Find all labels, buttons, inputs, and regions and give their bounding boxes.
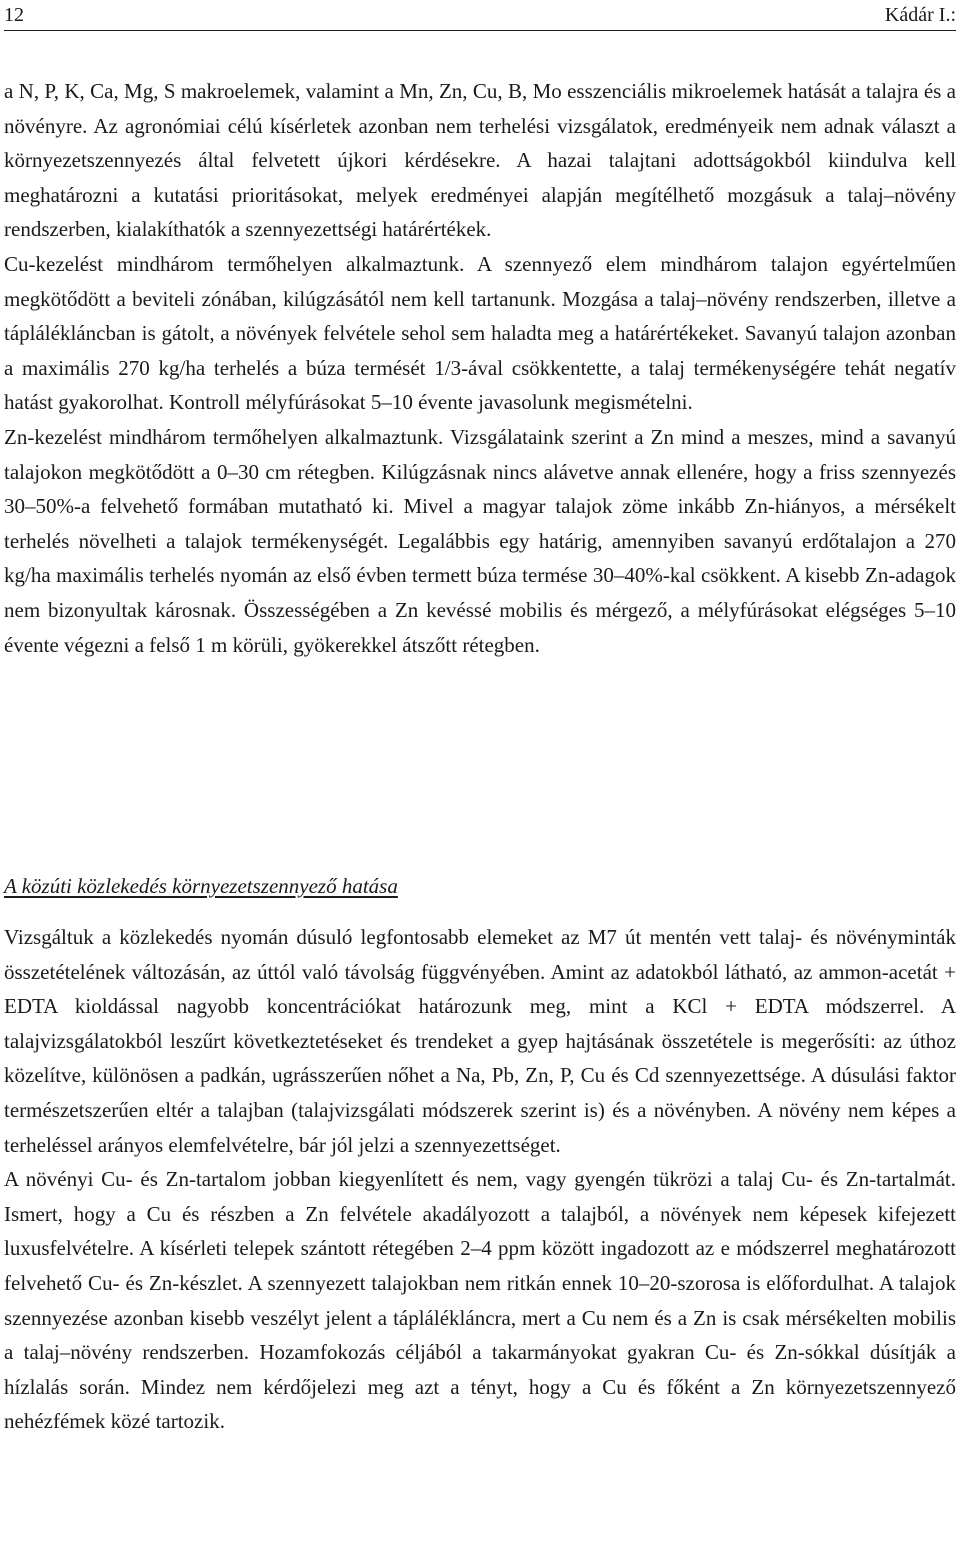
section-1-body [4,74,956,662]
running-title: Kádár I.: [884,4,956,26]
page-number: 12 [4,4,24,26]
paragraph: Cu-kezelést mindhárom termőhelyen alkalmaztunk. A szennyező elem mindhárom talajon egyértelműen megkötődött a beviteli zónában, kilúgzásától nem kell tartanunk. Mozgása a talaj–növény rendszerben, illetve a táplálékláncban is gátolt, a növények felvétele sehol sem haladta meg a határértékeket. Savanyú talajon azonban a maximális 270 kg/ha terhelés a búza termését 1/3-ával csökkentette, a talaj termékenységére tehát negatív hatást gyakorolhat. Kontroll mélyfúrásokat 5–10 évente javasolunk megismételni. [4,251,956,415]
running-header [4,2,956,28]
section-heading: A közúti közlekedés környezetszennyező hatása [4,874,398,898]
paragraph: a N, P, K, Ca, Mg, S makroelemek, valamint a Mn, Zn, Cu, B, Mo esszenciális mikroelemek hatását a talajra és a növényre. Az agronómiai célú kísérletek azonban nem terhelési vizsgálatok, eredményeik nem adnak választ a környezetszennyezés által felvetett újkori kérdésekre. A hazai talajtani adottságokból kiindulva kell meghatározni a kutatási prioritásokat, melyek eredményei alapján megítélhető mozgásuk a talaj–növény rendszerben, kialakíthatók a szennyezettségi határértékek. [4,79,956,242]
header-rule [4,30,956,31]
section-2-body [4,920,956,1439]
paragraph: Zn-kezelést mindhárom termőhelyen alkalmaztunk. Vizsgálataink szerint a Zn mind a meszes, mind a savanyú talajokon megkötődött a 0–30 cm rétegben. Kilúgzásnak nincs alávetve annak ellenére, hogy a friss szennyezés 30–50%-a felvehető formában mutatható ki. Mivel a magyar talajok zöme inkább Zn-hiányos, a mérsékelt terhelés növelheti a talajok termékenységét. Legalábbis egy határig, amennyiben savanyú erdőtalajon a 270 kg/ha maximális terhelés nyomán az első évben termett búza termése 30–40%-kal csökkent. A kisebb Zn-adagok nem bizonyultak károsnak. Összességében a Zn kevéssé mobilis és mérgező, a mélyfúrásokat elégséges 5–10 évente végezni a felső 1 m körüli, gyökerekkel átszőtt rétegben. [4,424,956,657]
paragraph: Vizsgáltuk a közlekedés nyomán dúsuló legfontosabb elemeket az M7 út mentén vett talaj- és növényminták összetételének változásán, az úttól való távolság függvényében. Amint az adatokból látható, az ammon-acetát + EDTA kioldással nagyobb koncentrációkat határozunk meg, mint a KCl + EDTA módszerrel. A talajvizsgálatokból leszűrt következtetéseket és trendeket a gyep hajtásának összetétele is megerősíti: az úthoz közelítve, különösen a padkán, ugrásszerűen nőhet a Na, Pb, Zn, P, Cu és Cd szennyezettsége. A dúsulási faktor természetszerűen eltér a talajban (talajvizsgálati módszerek szerint is) és a növényben. A növény nem képes a terheléssel arányos elemfelvételre, bár jól jelzi a szennyezettséget. [4,925,956,1157]
paragraph: A növényi Cu- és Zn-tartalom jobban kiegyenlített és nem, vagy gyengén tükrözi a talaj Cu- és Zn-tartalmát. Ismert, hogy a Cu és részben a Zn felvétele akadályozott a talajból, a növények nem képesek kifejezett luxusfelvételre. A kísérleti telepek szántott rétegében 2–4 ppm között ingadozott az e módszerrel meghatározott felvehető Cu- és Zn-készlet. A szennyezett talajokban nem ritkán ennek 10–20-szorosa is előfordulhat. A talajok szennyezése azonban kisebb veszélyt jelent a táplálékláncra, mert a Cu nem és a Zn is csak mérsékelten mobilis a talaj–növény rendszerben. Hozamfokozás céljából a takarmányokat gyakran Cu- és Zn-sókkal dúsítják a hízlalás során. Mindez nem kérdőjelezi meg azt a tényt, hogy a Cu és főként a Zn környezetszennyező nehézfémek közé tartozik. [4,1167,956,1434]
